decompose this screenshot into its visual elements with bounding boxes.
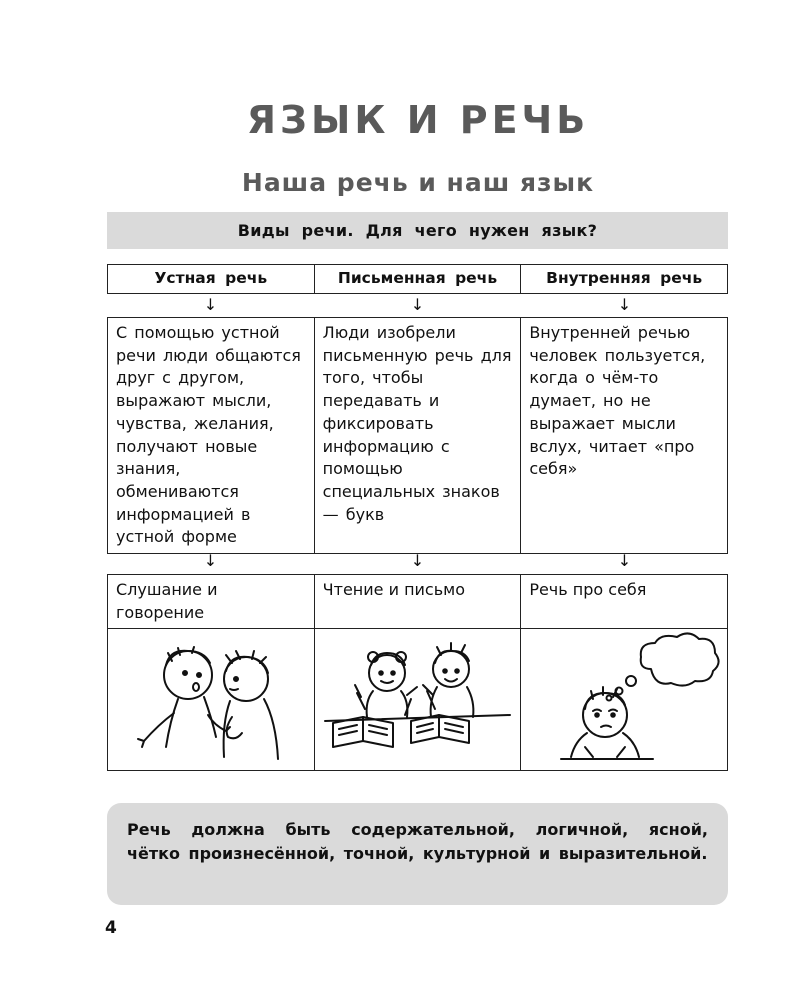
activity-written: Чтение и письмо <box>314 575 521 629</box>
down-arrow-icon: ↓ <box>203 295 218 314</box>
boy-thinking-illustration <box>521 629 728 771</box>
description-inner: Внутренней речью человек пользуется, когда о чём-то думает, но не выражает мысли вслух, читает «про себя» <box>521 318 728 554</box>
description-written: Люди изобрели письменную речь для того, чтобы передавать и фиксировать информацию с помощью специальных знаков — букв <box>314 318 521 554</box>
picture-cell-oral <box>108 629 315 771</box>
down-arrow-icon: ↓ <box>617 551 632 570</box>
arrow-row-top <box>107 295 728 315</box>
picture-cell-written <box>314 629 521 771</box>
section-heading: Виды речи. Для чего нужен язык? <box>107 212 728 249</box>
picture-cell-inner <box>521 629 728 771</box>
down-arrow-icon: ↓ <box>410 295 425 314</box>
activity-inner: Речь про себя <box>521 575 728 629</box>
column-heading-oral: Устная речь <box>108 265 315 294</box>
down-arrow-icon: ↓ <box>410 551 425 570</box>
column-heading-inner: Внутренняя речь <box>521 265 728 294</box>
speech-activities <box>107 574 728 771</box>
description-oral: С помощью устной речи люди общаются друг с другом, выражают мысли, чувства, желания, получают новые знания, обмениваются информацией в устной форме <box>108 318 315 554</box>
down-arrow-icon: ↓ <box>617 295 632 314</box>
activity-oral: Слушание и говорение <box>108 575 315 629</box>
two-boys-talking-illustration <box>108 629 315 771</box>
down-arrow-icon: ↓ <box>203 551 218 570</box>
page-number: 4 <box>105 918 117 938</box>
speech-types-header <box>107 264 728 294</box>
children-writing-illustration <box>315 629 522 771</box>
page-title: ЯЗЫК И РЕЧЬ <box>246 98 590 142</box>
rule-note: Речь должна быть содержательной, логичной, ясной, чётко произнесённой, точной, культурной и выразительной. <box>107 803 728 905</box>
arrow-row-bottom <box>107 551 728 571</box>
column-heading-written: Письменная речь <box>314 265 521 294</box>
page-subtitle: Наша речь и наш язык <box>241 168 595 197</box>
speech-descriptions <box>107 317 728 554</box>
